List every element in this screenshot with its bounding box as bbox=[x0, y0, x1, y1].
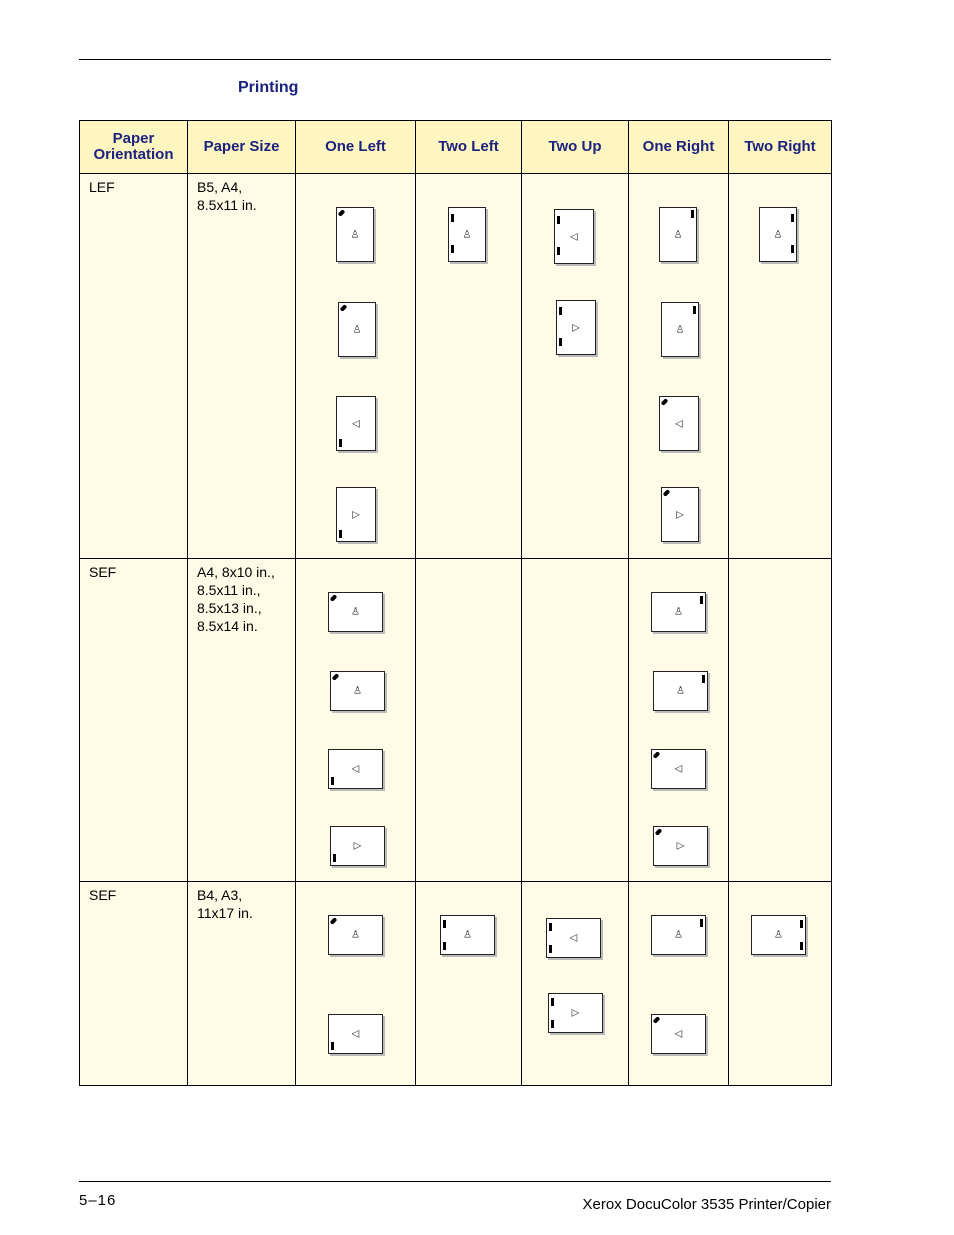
two-up-cell bbox=[522, 882, 629, 1086]
two-up-cell bbox=[522, 174, 629, 559]
col-header-two-up: Two Up bbox=[522, 121, 629, 174]
two-left-cell bbox=[416, 559, 522, 882]
size-cell bbox=[188, 882, 296, 1086]
staple-diagram bbox=[448, 207, 486, 262]
staple-mark bbox=[791, 214, 794, 222]
page-icon: ◁ bbox=[351, 763, 360, 775]
staple-diagram bbox=[661, 302, 699, 357]
staple-mark bbox=[443, 942, 446, 950]
staple-mark bbox=[443, 920, 446, 928]
staple-diagram bbox=[653, 671, 708, 711]
table-row bbox=[80, 174, 832, 559]
staple-diagram bbox=[338, 302, 376, 357]
staple-mark bbox=[331, 777, 334, 785]
orientation-cell: SEF bbox=[80, 559, 188, 882]
staple-diagram bbox=[651, 749, 706, 789]
staple-diagram bbox=[336, 207, 374, 262]
staple-diagram bbox=[661, 487, 699, 542]
size-line: A4, 8x10 in., bbox=[197, 564, 275, 580]
staple-mark bbox=[653, 1016, 661, 1024]
orientation-cell: LEF bbox=[80, 174, 188, 559]
staple-mark bbox=[551, 998, 554, 1006]
size-line: 8.5x11 in. bbox=[197, 197, 257, 213]
staple-diagram bbox=[328, 915, 383, 955]
staple-mark bbox=[333, 854, 336, 862]
staple-mark bbox=[340, 304, 348, 312]
staple-diagram bbox=[330, 671, 385, 711]
staple-mark bbox=[800, 920, 803, 928]
staple-diagram bbox=[659, 207, 697, 262]
staple-mark bbox=[330, 594, 338, 602]
staple-diagram bbox=[759, 207, 797, 262]
staple-diagram bbox=[751, 915, 806, 955]
staple-mark bbox=[702, 675, 705, 683]
staple-mark bbox=[559, 307, 562, 315]
staple-mark bbox=[791, 245, 794, 253]
page-icon: ♙ bbox=[675, 324, 685, 335]
one-right-cell bbox=[629, 882, 729, 1086]
page-icon: ♙ bbox=[463, 929, 472, 941]
staple-diagram bbox=[440, 915, 495, 955]
page-icon: ◁ bbox=[570, 231, 578, 242]
staple-mark bbox=[653, 751, 661, 759]
page-icon: ♙ bbox=[676, 685, 685, 697]
size-line: B4, A3, bbox=[197, 887, 243, 903]
staple-diagram bbox=[556, 300, 596, 355]
page-icon: ♙ bbox=[353, 685, 362, 697]
staple-mark bbox=[663, 489, 671, 497]
staple-mark bbox=[332, 673, 340, 681]
staple-mark bbox=[330, 917, 338, 925]
staple-diagram bbox=[546, 918, 601, 958]
top-rule bbox=[79, 59, 831, 60]
staple-mark bbox=[551, 1020, 554, 1028]
size-cell bbox=[188, 174, 296, 559]
col-header-paper-orientation: Paper Orientation bbox=[80, 121, 188, 174]
one-left-cell bbox=[296, 559, 416, 882]
staple-mark bbox=[557, 247, 560, 255]
two-up-cell bbox=[522, 559, 629, 882]
staple-mark bbox=[339, 439, 342, 447]
staple-mark bbox=[331, 1042, 334, 1050]
staple-mark bbox=[691, 210, 694, 218]
section-title: Printing bbox=[238, 79, 299, 96]
two-left-cell bbox=[416, 174, 522, 559]
staple-diagram bbox=[651, 1014, 706, 1054]
page-icon: ♙ bbox=[351, 929, 360, 941]
table-row bbox=[80, 559, 832, 882]
page-number: 5–16 bbox=[79, 1192, 117, 1209]
two-right-cell bbox=[729, 559, 832, 882]
size-cell bbox=[188, 559, 296, 882]
staple-mark bbox=[549, 923, 552, 931]
col-header-paper-size: Paper Size bbox=[188, 121, 296, 174]
page-icon: ♙ bbox=[773, 229, 783, 240]
page-icon: ♙ bbox=[462, 229, 472, 240]
staple-mark bbox=[451, 214, 454, 222]
two-left-cell bbox=[416, 882, 522, 1086]
orientation-cell: SEF bbox=[80, 882, 188, 1086]
size-line: 11x17 in. bbox=[197, 905, 253, 921]
staple-diagram bbox=[336, 396, 376, 451]
page-icon: ◁ bbox=[674, 763, 683, 775]
page-icon: ◁ bbox=[675, 418, 683, 429]
staple-mark bbox=[557, 216, 560, 224]
page-icon: ◁ bbox=[674, 1028, 683, 1040]
staple-mark bbox=[338, 209, 346, 217]
staple-mark bbox=[559, 338, 562, 346]
page-icon: ♙ bbox=[351, 606, 360, 618]
staple-diagram bbox=[330, 826, 385, 866]
page-icon: ◁ bbox=[352, 418, 360, 429]
staple-diagram bbox=[653, 826, 708, 866]
staple-diagram bbox=[328, 1014, 383, 1054]
col-header-two-left: Two Left bbox=[416, 121, 522, 174]
one-right-cell bbox=[629, 174, 729, 559]
product-name: Xerox DocuColor 3535 Printer/Copier bbox=[582, 1196, 831, 1213]
staple-mark bbox=[700, 596, 703, 604]
page-icon: ▷ bbox=[572, 322, 580, 333]
staple-diagram bbox=[336, 487, 376, 542]
page-icon: ♙ bbox=[674, 606, 683, 618]
col-header-one-left: One Left bbox=[296, 121, 416, 174]
page-icon: ▷ bbox=[676, 509, 684, 520]
table-row bbox=[80, 882, 832, 1086]
page-icon: ♙ bbox=[673, 229, 683, 240]
staple-diagram bbox=[554, 209, 594, 264]
size-line: 8.5x13 in., bbox=[197, 600, 262, 616]
two-right-cell bbox=[729, 882, 832, 1086]
one-left-cell bbox=[296, 882, 416, 1086]
page-icon: ◁ bbox=[351, 1028, 360, 1040]
page-icon: ♙ bbox=[674, 929, 683, 941]
staple-mark bbox=[339, 530, 342, 538]
page-icon: ▷ bbox=[353, 840, 362, 852]
staple-diagram bbox=[659, 396, 699, 451]
staple-diagram bbox=[548, 993, 603, 1033]
staple-diagram bbox=[651, 592, 706, 632]
page-icon: ▷ bbox=[676, 840, 685, 852]
staple-mark bbox=[451, 245, 454, 253]
staple-mark bbox=[700, 919, 703, 927]
page-icon: ▷ bbox=[352, 509, 360, 520]
staple-mark bbox=[800, 942, 803, 950]
staple-mark bbox=[661, 398, 669, 406]
size-line: 8.5x11 in., bbox=[197, 582, 261, 598]
staple-diagram bbox=[328, 592, 383, 632]
page-icon: ♙ bbox=[352, 324, 362, 335]
staple-mark bbox=[693, 306, 696, 314]
col-header-one-right: One Right bbox=[629, 121, 729, 174]
two-right-cell bbox=[729, 174, 832, 559]
col-header-two-right: Two Right bbox=[729, 121, 832, 174]
page-icon: ▷ bbox=[571, 1007, 580, 1019]
staple-diagram bbox=[651, 915, 706, 955]
footer-rule bbox=[79, 1181, 831, 1182]
size-line: 8.5x14 in. bbox=[197, 618, 258, 634]
staple-diagram bbox=[328, 749, 383, 789]
staple-mark bbox=[655, 828, 663, 836]
page-icon: ◁ bbox=[569, 932, 578, 944]
page-icon: ♙ bbox=[350, 229, 360, 240]
page-icon: ♙ bbox=[774, 929, 783, 941]
size-line: B5, A4, bbox=[197, 179, 243, 195]
staple-position-table bbox=[79, 120, 832, 1086]
one-right-cell bbox=[629, 559, 729, 882]
header-row bbox=[80, 121, 832, 174]
one-left-cell bbox=[296, 174, 416, 559]
staple-mark bbox=[549, 945, 552, 953]
